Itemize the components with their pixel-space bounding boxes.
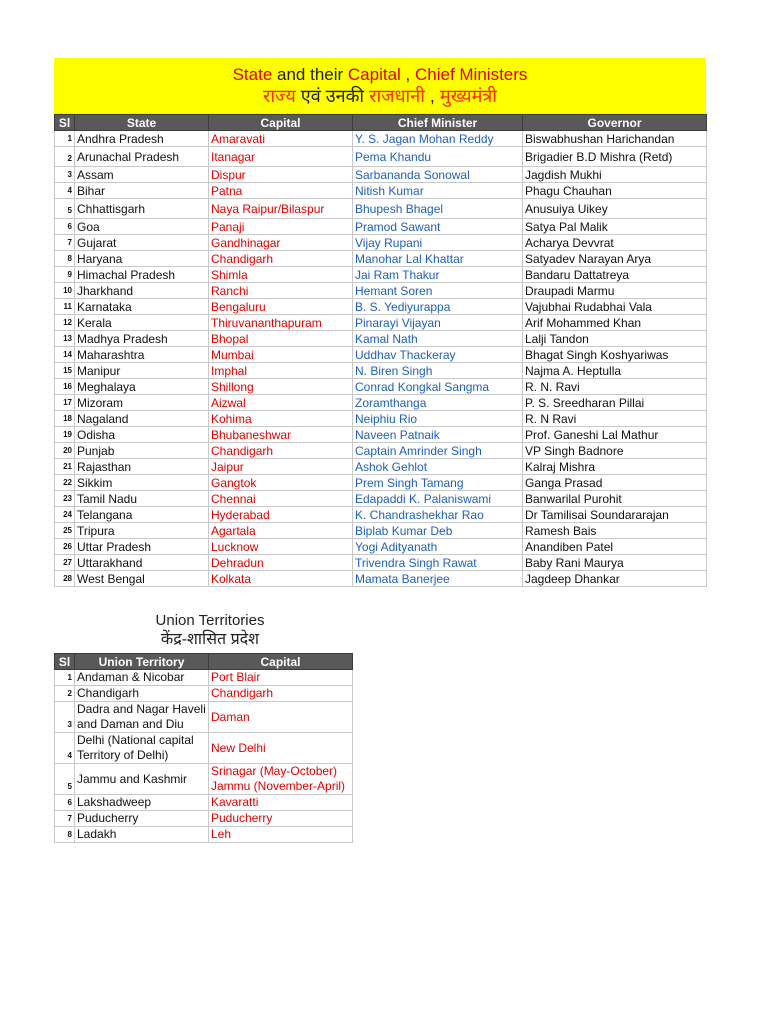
cell-governor: Banwarilal Purohit [523, 491, 707, 507]
cell-capital: Daman [209, 702, 353, 733]
cell-sl: 24 [55, 507, 75, 523]
cell-state: Tripura [75, 523, 209, 539]
ut-title-english: Union Territories [155, 612, 265, 629]
cell-sl: 6 [55, 219, 75, 235]
cell-sl: 26 [55, 539, 75, 555]
cell-capital: Chandigarh [209, 443, 353, 459]
table-row [55, 827, 353, 843]
cell-sl: 17 [55, 395, 75, 411]
cell-capital: Chandigarh [209, 251, 353, 267]
cell-chief-minister: Prem Singh Tamang [353, 475, 523, 491]
cell-capital: Gangtok [209, 475, 353, 491]
cell-capital: Naya Raipur/Bilaspur [209, 199, 353, 219]
cell-chief-minister: Trivendra Singh Rawat [353, 555, 523, 571]
table-row [55, 235, 707, 251]
cell-capital: Aizwal [209, 395, 353, 411]
ut-col-header-sl: Sl [55, 654, 75, 670]
cell-capital: Dispur [209, 167, 353, 183]
title-hi-rajdhani: राजधानी [369, 86, 425, 106]
cell-sl: 2 [55, 686, 75, 702]
states-table-header [55, 115, 707, 131]
cell-sl: 5 [55, 764, 75, 795]
cell-capital: Puducherry [209, 811, 353, 827]
table-row [55, 702, 353, 733]
title-separator: , [400, 65, 415, 84]
cell-governor: Brigadier B.D Mishra (Retd) [523, 147, 707, 167]
cell-sl: 4 [55, 183, 75, 199]
cell-chief-minister: Vijay Rupani [353, 235, 523, 251]
cell-sl: 7 [55, 811, 75, 827]
cell-chief-minister: Kamal Nath [353, 331, 523, 347]
cell-state: Sikkim [75, 475, 209, 491]
table-row [55, 363, 707, 379]
cell-state: Meghalaya [75, 379, 209, 395]
cell-capital: Amaravati [209, 131, 353, 147]
col-header-governor: Governor [523, 115, 707, 131]
cell-governor: Satyadev Narayan Arya [523, 251, 707, 267]
cell-state: Tamil Nadu [75, 491, 209, 507]
cell-capital: Hyderabad [209, 507, 353, 523]
cell-territory: Delhi (National capital Territory of Delhi) [75, 733, 209, 764]
title-word-state: State [232, 65, 273, 84]
cell-sl: 2 [55, 147, 75, 167]
states-table [54, 114, 707, 587]
cell-chief-minister: Nitish Kumar [353, 183, 523, 199]
cell-chief-minister: Naveen Patnaik [353, 427, 523, 443]
cell-capital: Gandhinagar [209, 235, 353, 251]
cell-chief-minister: Neiphiu Rio [353, 411, 523, 427]
cell-state: Mizoram [75, 395, 209, 411]
cell-sl: 23 [55, 491, 75, 507]
cell-chief-minister: Pinarayi Vijayan [353, 315, 523, 331]
cell-sl: 3 [55, 167, 75, 183]
table-row [55, 764, 353, 795]
table-row [55, 131, 707, 147]
cell-state: West Bengal [75, 571, 209, 587]
table-row [55, 251, 707, 267]
cell-chief-minister: Pema Khandu [353, 147, 523, 167]
col-header-state: State [75, 115, 209, 131]
cell-governor: Dr Tamilisai Soundararajan [523, 507, 707, 523]
title-banner [54, 58, 706, 114]
cell-state: Madhya Pradesh [75, 331, 209, 347]
table-row [55, 411, 707, 427]
cell-chief-minister: Uddhav Thackeray [353, 347, 523, 363]
cell-governor: Acharya Devvrat [523, 235, 707, 251]
cell-chief-minister: Jai Ram Thakur [353, 267, 523, 283]
cell-state: Rajasthan [75, 459, 209, 475]
cell-governor: Vajubhai Rudabhai Vala [523, 299, 707, 315]
cell-governor: Draupadi Marmu [523, 283, 707, 299]
table-row [55, 795, 353, 811]
cell-sl: 22 [55, 475, 75, 491]
cell-chief-minister: Biplab Kumar Deb [353, 523, 523, 539]
cell-sl: 19 [55, 427, 75, 443]
cell-territory: Chandigarh [75, 686, 209, 702]
cell-capital: Port Blair [209, 670, 353, 686]
cell-capital: New Delhi [209, 733, 353, 764]
cell-territory: Puducherry [75, 811, 209, 827]
cell-state: Jharkhand [75, 283, 209, 299]
cell-state: Goa [75, 219, 209, 235]
cell-capital: Dehradun [209, 555, 353, 571]
cell-state: Andhra Pradesh [75, 131, 209, 147]
table-row [55, 811, 353, 827]
ut-title [135, 612, 285, 650]
cell-governor: Satya Pal Malik [523, 219, 707, 235]
ut-col-header-capital: Capital [209, 654, 353, 670]
cell-territory: Andaman & Nicobar [75, 670, 209, 686]
cell-state: Bihar [75, 183, 209, 199]
cell-governor: Anandiben Patel [523, 539, 707, 555]
cell-chief-minister: Mamata Banerjee [353, 571, 523, 587]
table-row [55, 733, 353, 764]
cell-governor: Ganga Prasad [523, 475, 707, 491]
table-row [55, 686, 353, 702]
table-row [55, 491, 707, 507]
cell-chief-minister: Ashok Gehlot [353, 459, 523, 475]
cell-governor: Ramesh Bais [523, 523, 707, 539]
table-row [55, 299, 707, 315]
cell-state: Gujarat [75, 235, 209, 251]
cell-capital: Leh [209, 827, 353, 843]
cell-state: Manipur [75, 363, 209, 379]
cell-capital: Patna [209, 183, 353, 199]
cell-sl: 14 [55, 347, 75, 363]
title-hi-evam: एवं उनकी [295, 86, 370, 106]
cell-capital: Bhubaneshwar [209, 427, 353, 443]
cell-territory: Lakshadweep [75, 795, 209, 811]
cell-sl: 20 [55, 443, 75, 459]
cell-chief-minister: Pramod Sawant [353, 219, 523, 235]
cell-sl: 16 [55, 379, 75, 395]
cell-sl: 25 [55, 523, 75, 539]
cell-sl: 3 [55, 702, 75, 733]
table-row [55, 267, 707, 283]
cell-chief-minister: B. S. Yediyurappa [353, 299, 523, 315]
table-row [55, 459, 707, 475]
ut-table-body [55, 670, 353, 843]
col-header-capital: Capital [209, 115, 353, 131]
cell-capital: Agartala [209, 523, 353, 539]
col-header-chief-minister: Chief Minister [353, 115, 523, 131]
table-row [55, 283, 707, 299]
cell-sl: 9 [55, 267, 75, 283]
table-row [55, 183, 707, 199]
cell-capital: Thiruvananthapuram [209, 315, 353, 331]
cell-chief-minister: Captain Amrinder Singh [353, 443, 523, 459]
cell-state: Kerala [75, 315, 209, 331]
cell-chief-minister: N. Biren Singh [353, 363, 523, 379]
cell-capital: Jaipur [209, 459, 353, 475]
table-row [55, 523, 707, 539]
cell-chief-minister: Manohar Lal Khattar [353, 251, 523, 267]
cell-sl: 5 [55, 199, 75, 219]
cell-sl: 1 [55, 670, 75, 686]
cell-chief-minister: Conrad Kongkal Sangma [353, 379, 523, 395]
title-english [54, 65, 706, 85]
cell-governor: Jagdeep Dhankar [523, 571, 707, 587]
cell-chief-minister: Edapaddi K. Palaniswami [353, 491, 523, 507]
cell-governor: Lalji Tandon [523, 331, 707, 347]
table-row [55, 347, 707, 363]
title-word-chief-ministers: Chief Ministers [414, 65, 528, 84]
cell-capital: Chandigarh [209, 686, 353, 702]
cell-state: Nagaland [75, 411, 209, 427]
ut-table [54, 653, 353, 843]
cell-governor: Baby Rani Maurya [523, 555, 707, 571]
table-row [55, 147, 707, 167]
cell-capital: Ranchi [209, 283, 353, 299]
cell-governor: Anusuiya Uikey [523, 199, 707, 219]
title-word-capital: Capital [347, 65, 401, 84]
cell-state: Telangana [75, 507, 209, 523]
table-row [55, 443, 707, 459]
cell-governor: Bhagat Singh Koshyariwas [523, 347, 707, 363]
table-row [55, 670, 353, 686]
cell-state: Karnataka [75, 299, 209, 315]
cell-capital: Lucknow [209, 539, 353, 555]
cell-state: Chhattisgarh [75, 199, 209, 219]
cell-governor: R. N Ravi [523, 411, 707, 427]
cell-capital: Panaji [209, 219, 353, 235]
table-row [55, 331, 707, 347]
title-word-and-their: and their [272, 65, 348, 84]
cell-sl: 21 [55, 459, 75, 475]
cell-sl: 18 [55, 411, 75, 427]
cell-capital: Imphal [209, 363, 353, 379]
cell-chief-minister: K. Chandrashekhar Rao [353, 507, 523, 523]
cell-capital: Bhopal [209, 331, 353, 347]
cell-sl: 8 [55, 827, 75, 843]
cell-capital: Kolkata [209, 571, 353, 587]
cell-state: Haryana [75, 251, 209, 267]
cell-state: Maharashtra [75, 347, 209, 363]
states-table-body [55, 131, 707, 587]
cell-state: Arunachal Pradesh [75, 147, 209, 167]
cell-state: Himachal Pradesh [75, 267, 209, 283]
cell-chief-minister: Y. S. Jagan Mohan Reddy [353, 131, 523, 147]
col-header-sl: Sl [55, 115, 75, 131]
title-hindi [54, 85, 706, 107]
title-hi-separator: , [424, 86, 440, 106]
states-sheet [54, 58, 706, 587]
cell-capital: Kohima [209, 411, 353, 427]
cell-governor: Arif Mohammed Khan [523, 315, 707, 331]
cell-capital: Kavaratti [209, 795, 353, 811]
cell-governor: Prof. Ganeshi Lal Mathur [523, 427, 707, 443]
cell-capital: Shillong [209, 379, 353, 395]
cell-territory: Jammu and Kashmir [75, 764, 209, 795]
cell-capital: Mumbai [209, 347, 353, 363]
cell-sl: 12 [55, 315, 75, 331]
cell-chief-minister: Sarbananda Sonowal [353, 167, 523, 183]
ut-title-hindi: केंद्र-शासित प्रदेश [160, 631, 260, 648]
cell-sl: 1 [55, 131, 75, 147]
cell-sl: 13 [55, 331, 75, 347]
cell-state: Assam [75, 167, 209, 183]
cell-governor: Najma A. Heptulla [523, 363, 707, 379]
cell-chief-minister: Bhupesh Bhagel [353, 199, 523, 219]
cell-sl: 8 [55, 251, 75, 267]
cell-state: Uttarakhand [75, 555, 209, 571]
cell-capital: Bengaluru [209, 299, 353, 315]
cell-chief-minister: Hemant Soren [353, 283, 523, 299]
cell-sl: 4 [55, 733, 75, 764]
cell-capital: Shimla [209, 267, 353, 283]
cell-sl: 7 [55, 235, 75, 251]
cell-governor: Bandaru Dattatreya [523, 267, 707, 283]
cell-governor: R. N. Ravi [523, 379, 707, 395]
table-row [55, 475, 707, 491]
table-row [55, 571, 707, 587]
table-row [55, 379, 707, 395]
ut-table-wrap [54, 653, 352, 843]
title-hi-mukhyamantri: मुख्यमंत्री [439, 86, 497, 106]
table-row [55, 395, 707, 411]
table-row [55, 555, 707, 571]
table-row [55, 219, 707, 235]
cell-territory: Ladakh [75, 827, 209, 843]
cell-sl: 11 [55, 299, 75, 315]
ut-table-header [55, 654, 353, 670]
cell-state: Odisha [75, 427, 209, 443]
cell-capital: Srinagar (May-October) Jammu (November-April) [209, 764, 353, 795]
table-row [55, 427, 707, 443]
cell-governor: Phagu Chauhan [523, 183, 707, 199]
title-hi-rajya: राज्य [263, 86, 296, 106]
cell-territory: Dadra and Nagar Haveli and Daman and Diu [75, 702, 209, 733]
cell-governor: VP Singh Badnore [523, 443, 707, 459]
cell-capital: Chennai [209, 491, 353, 507]
cell-sl: 28 [55, 571, 75, 587]
cell-governor: Biswabhushan Harichandan [523, 131, 707, 147]
cell-sl: 27 [55, 555, 75, 571]
table-row [55, 539, 707, 555]
cell-governor: Jagdish Mukhi [523, 167, 707, 183]
cell-sl: 10 [55, 283, 75, 299]
cell-governor: Kalraj Mishra [523, 459, 707, 475]
cell-sl: 6 [55, 795, 75, 811]
cell-capital: Itanagar [209, 147, 353, 167]
table-row [55, 199, 707, 219]
cell-chief-minister: Yogi Adityanath [353, 539, 523, 555]
table-row [55, 507, 707, 523]
cell-governor: P. S. Sreedharan Pillai [523, 395, 707, 411]
cell-state: Punjab [75, 443, 209, 459]
cell-sl: 15 [55, 363, 75, 379]
ut-col-header-territory: Union Territory [75, 654, 209, 670]
table-row [55, 167, 707, 183]
cell-chief-minister: Zoramthanga [353, 395, 523, 411]
table-row [55, 315, 707, 331]
cell-state: Uttar Pradesh [75, 539, 209, 555]
